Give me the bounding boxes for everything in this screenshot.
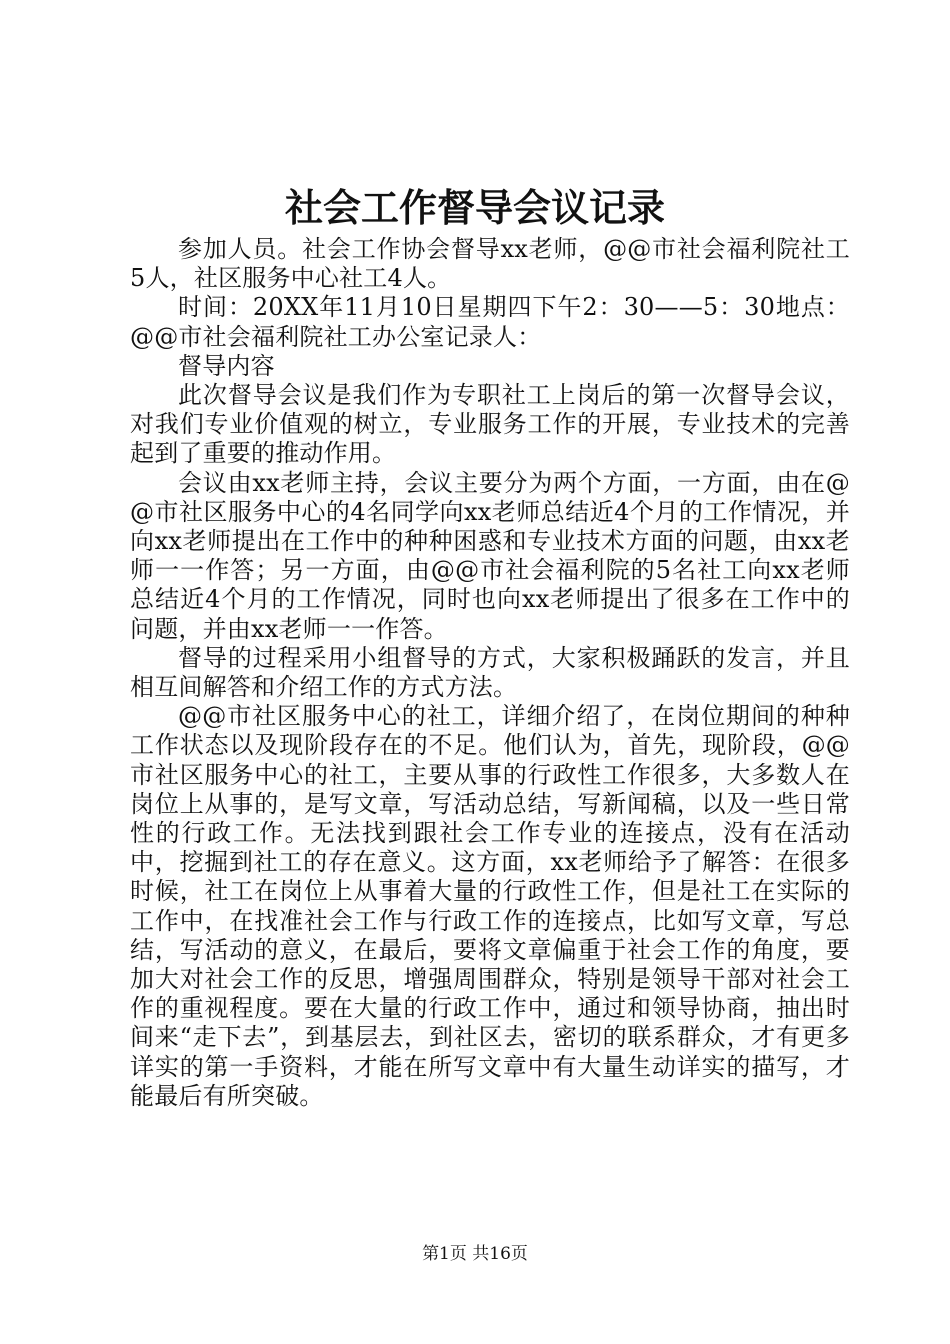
paragraph-heading-supervision-content: 督导内容 (178, 351, 275, 380)
page-number-footer: 第1页 共16页 (422, 1244, 528, 1264)
paragraph-meeting-agenda: 会议由xx老师主持，会议主要分为两个方面，一方面，由在@@市社区服务中心的4名同学向xx老师总结近4个月的工作情况，并向xx老师提出在工作中的种种困惑和专业技术方面的问题，由xx老师一一作答；另一方面，由@@市社会福利院的5名社工向xx老师总结近4个月的工作情况，同时也向xx老师提出了很多在工作中的问题，并由xx老师一一作答。 (130, 468, 850, 643)
document-body (130, 235, 850, 1111)
document-title: 社会工作督导会议记录 (284, 186, 665, 230)
paragraph-participants: 参加人员。社会工作协会督导xx老师，@@市社会福利院社工5人，社区服务中心社工4人。 (130, 235, 850, 293)
paragraph-community-center-discussion: @@市社区服务中心的社工，详细介绍了，在岗位期间的种种工作状态以及现阶段存在的不足。他们认为，首先，现阶段，@@市社区服务中心的社工，主要从事的行政性工作很多，大多数人在岗位上从事的，是写文章，写活动总结，写新闻稿，以及一些日常性的行政工作。无法找到跟社会工作专业的连接点，没有在活动中，挖掘到社工的存在意义。这方面，xx老师给予了解答：在很多时候，社工在岗位上从事着大量的行政性工作，但是社工在实际的工作中，在找准社会工作与行政工作的连接点，比如写文章，写总结，写活动的意义，在最后，要将文章偏重于社会工作的角度，要加大对社会工作的反思，增强周围群众，特别是领导干部对社会工作的重视程度。要在大量的行政工作中，通过和领导协商，抽出时间来“走下去”，到基层去，到社区去，密切的联系群众，才有更多详实的第一手资料，才能在所写文章中有大量生动详实的描写，才能最后有所突破。 (130, 702, 850, 1110)
paragraph-time-location: 时间：20XX年11月10日星期四下午2：30——5：30地点：@@市社会福利院社工办公室记录人： (130, 293, 850, 351)
paragraph-meeting-significance: 此次督导会议是我们作为专职社工上岗后的第一次督导会议，对我们专业价值观的树立，专业服务工作的开展，专业技术的完善起到了重要的推动作用。 (130, 381, 850, 468)
paragraph-supervision-process: 督导的过程采用小组督导的方式，大家积极踊跃的发言，并且相互间解答和介绍工作的方式方法。 (130, 643, 850, 702)
